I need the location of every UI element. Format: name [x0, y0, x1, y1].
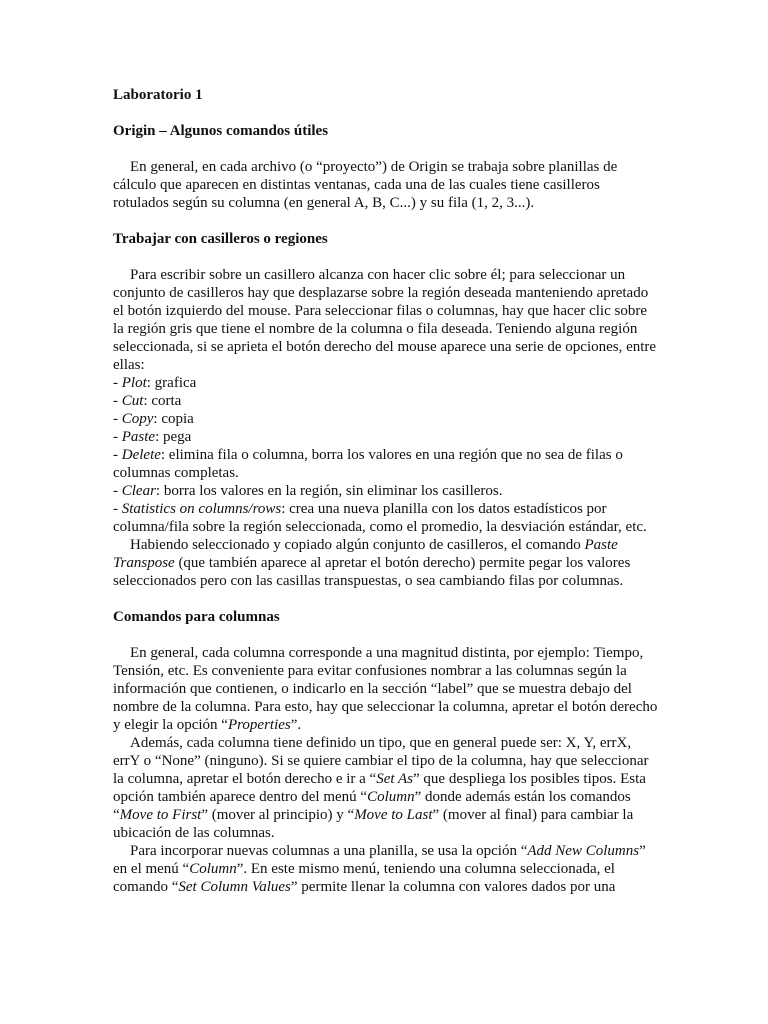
- intro-paragraph: En general, en cada archivo (o “proyecto”) de Origin se trabaja sobre planillas de cálculo que aparecen en distintas ventanas, cada una de las cuales tiene casilleros rotulados según su columna (en general A, B, C...) y su fila (1, 2, 3...).: [113, 159, 618, 211]
- list-item-term: Delete: [121, 447, 161, 463]
- list-item-desc: : borra los valores en la región, sin eliminar los casilleros.: [155, 483, 503, 499]
- text-run: Además, cada columna tiene definido un tipo, que en general puede ser: X, Y, errX, errY o “None” (ninguno). Si se quiere cambiar el tipo de la columna, hay que seleccionar la columna, apretar el botón derecho e ir a “: [113, 735, 649, 787]
- list-item-term: Statistics on columns/rows: [121, 501, 282, 517]
- command-term: Column: [189, 861, 237, 877]
- list-item: - Delete: elimina fila o columna, borra los valores en una región que no sea de filas o columnas completas.: [113, 447, 623, 481]
- list-item-term: Cut: [121, 393, 144, 409]
- list-item-term: Clear: [121, 483, 156, 499]
- text-run: ” permite llenar la columna con valores dados por una: [290, 879, 616, 895]
- casilleros-paragraph: Para escribir sobre un casillero alcanza con hacer clic sobre él; para seleccionar un conjunto de casilleros hay que desplazarse sobre la región deseada manteniendo apretado el botón izquierdo del mouse. Para seleccionar filas o columnas, hay que hacer clic sobre la región gris que tiene el nombre de la columna o fila deseada. Teniendo alguna región seleccionada, si se aprieta el botón derecho del mouse aparece una serie de opciones, entre ellas:: [113, 267, 657, 373]
- text-run: ”.: [290, 717, 302, 733]
- list-item-desc: : corta: [143, 393, 182, 409]
- list-item-desc: : crea una nueva planilla con los datos estadísticos por columna/fila sobre la región seleccionada, como el promedio, la desviación estándar, etc.: [113, 501, 647, 535]
- command-term: Properties: [227, 717, 291, 733]
- lab-title: Laboratorio 1: [113, 87, 203, 103]
- list-item: - Paste: pega: [113, 429, 192, 445]
- list-item: - Plot: grafica: [113, 375, 197, 391]
- list-item: - Clear: borra los valores en la región, sin eliminar los casilleros.: [113, 483, 503, 499]
- text-run: ” en el menú “: [113, 843, 646, 877]
- command-term: Set Column Values: [178, 879, 291, 895]
- text-run: ” (mover al principio) y “: [201, 807, 355, 823]
- list-item-desc: : pega: [155, 429, 192, 445]
- command-term: Set As: [376, 771, 414, 787]
- list-item-desc: : grafica: [146, 375, 197, 391]
- document-page: [113, 86, 658, 896]
- text-run: ” donde además están los comandos “: [113, 789, 631, 823]
- text-run: ” (mover al final) para cambiar la ubicación de las columnas.: [113, 807, 634, 841]
- list-item-term: Plot: [121, 375, 147, 391]
- list-item-desc: : elimina fila o columna, borra los valores en una región que no sea de filas o columnas completas.: [113, 447, 623, 481]
- main-title: Origin – Algunos comandos útiles: [113, 123, 329, 139]
- text-run: ” que despliega los posibles tipos. Esta opción también aparece dentro del menú “: [113, 771, 646, 805]
- list-item-term: Paste: [121, 429, 156, 445]
- list-item: - Statistics on columns/rows: crea una nueva planilla con los datos estadísticos por columna/fila sobre la región seleccionada, como el promedio, la desviación estándar, etc.: [113, 501, 647, 535]
- command-term: Move to Last: [354, 807, 433, 823]
- list-item-term: Copy: [121, 411, 154, 427]
- paste-transpose-paragraph: [113, 536, 658, 590]
- command-term: Add New Columns: [527, 843, 640, 859]
- text-run: Para incorporar nuevas columnas a una planilla, se usa la opción “: [130, 843, 528, 859]
- text-run: Habiendo seleccionado y copiado algún conjunto de casilleros, el comando: [130, 537, 585, 553]
- command-term: Move to First: [119, 807, 202, 823]
- text-run: ”. En este mismo menú, teniendo una columna seleccionada, el comando “: [113, 861, 615, 895]
- columnas-paragraph-1: [113, 644, 658, 734]
- text-run: (que también aparece al apretar el botón derecho) permite pegar los valores seleccionados pero con las casillas transpuestas, o sea cambiando filas por columnas.: [113, 555, 631, 589]
- command-term: Column: [367, 789, 415, 805]
- columnas-paragraph-2: [113, 734, 658, 842]
- command-term: Paste Transpose: [113, 537, 618, 571]
- columnas-paragraph-3: [113, 842, 658, 896]
- text-run: En general, cada columna corresponde a una magnitud distinta, por ejemplo: Tiempo, Tensión, etc. Es conveniente para evitar confusiones nombrar a las columnas según la información que contienen, o indicarlo en la sección “label” que se muestra debajo del nombre de la columna. Para esto, hay que seleccionar la columna, apretar el botón derecho y elegir la opción “: [113, 645, 658, 733]
- section-heading-columnas: Comandos para columnas: [113, 609, 280, 625]
- list-item: - Cut: corta: [113, 393, 182, 409]
- list-item-desc: : copia: [153, 411, 194, 427]
- list-item: - Copy: copia: [113, 411, 194, 427]
- section-heading-casilleros: Trabajar con casilleros o regiones: [113, 231, 328, 247]
